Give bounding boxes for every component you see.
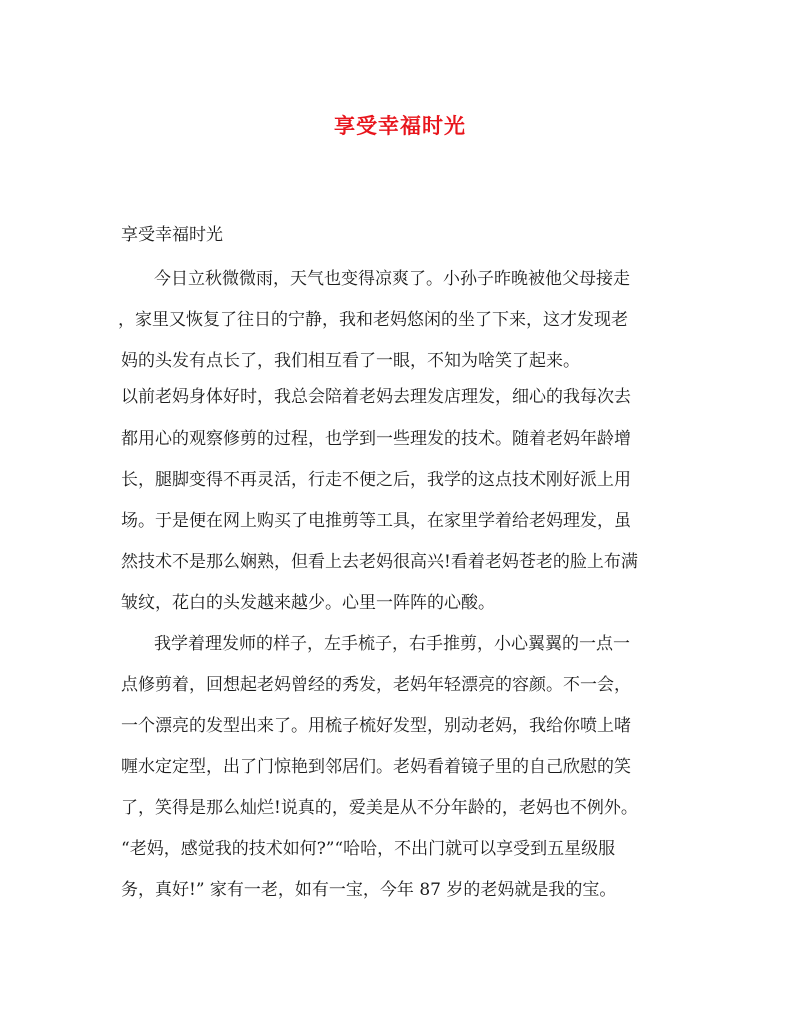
body-line: 以前老妈身体好时，我总会陪着老妈去理发店理发，细心的我每次去: [121, 387, 631, 407]
body-line: 了，笑得是那么灿烂!说真的，爱美是从不分年龄的，老妈也不例外。: [121, 798, 638, 818]
body-line: 都用心的观察修剪的过程，也学到一些理发的技术。随着老妈年龄增: [121, 429, 631, 449]
body-line: ，家里又恢复了往日的宁静，我和老妈悠闲的坐了下来，这才发现老: [118, 310, 628, 330]
body-line: 今日立秋微微雨，天气也变得凉爽了。小孙子昨晚被他父母接走: [154, 269, 630, 289]
document-title: 享受幸福时光: [334, 113, 466, 138]
body-line: 然技术不是那么娴熟，但看上去老妈很高兴!看着老妈苍老的脸上布满: [121, 552, 638, 572]
body-line: 我学着理发师的样子，左手梳子，右手推剪，小心翼翼的一点一: [154, 634, 630, 654]
body-line: 点修剪着，回想起老妈曾经的秀发，老妈年轻漂亮的容颜。不一会，: [121, 675, 631, 695]
body-line: 妈的头发有点长了，我们相互看了一眼，不知为啥笑了起来。: [121, 351, 580, 371]
body-line: 长，腿脚变得不再灵活，行走不便之后，我学的这点技术刚好派上用: [121, 470, 631, 490]
article-subheading: 享受幸福时光: [121, 225, 223, 245]
body-line: 一个漂亮的发型出来了。用梳子梳好发型，别动老妈，我给你喷上啫: [121, 716, 631, 736]
body-line: 皱纹，花白的头发越来越少。心里一阵阵的心酸。: [121, 593, 495, 613]
body-line: 喱水定定型，出了门惊艳到邻居们。老妈看着镜子里的自己欣慰的笑: [121, 757, 631, 777]
body-line: 务，真好!” 家有一老，如有一宝，今年 87 岁的老妈就是我的宝。: [121, 880, 617, 900]
body-line: “老妈，感觉我的技术如何?”“哈哈，不出门就可以享受到五星级服: [121, 839, 616, 859]
body-line: 场。于是便在网上购买了电推剪等工具，在家里学着给老妈理发，虽: [121, 511, 631, 531]
